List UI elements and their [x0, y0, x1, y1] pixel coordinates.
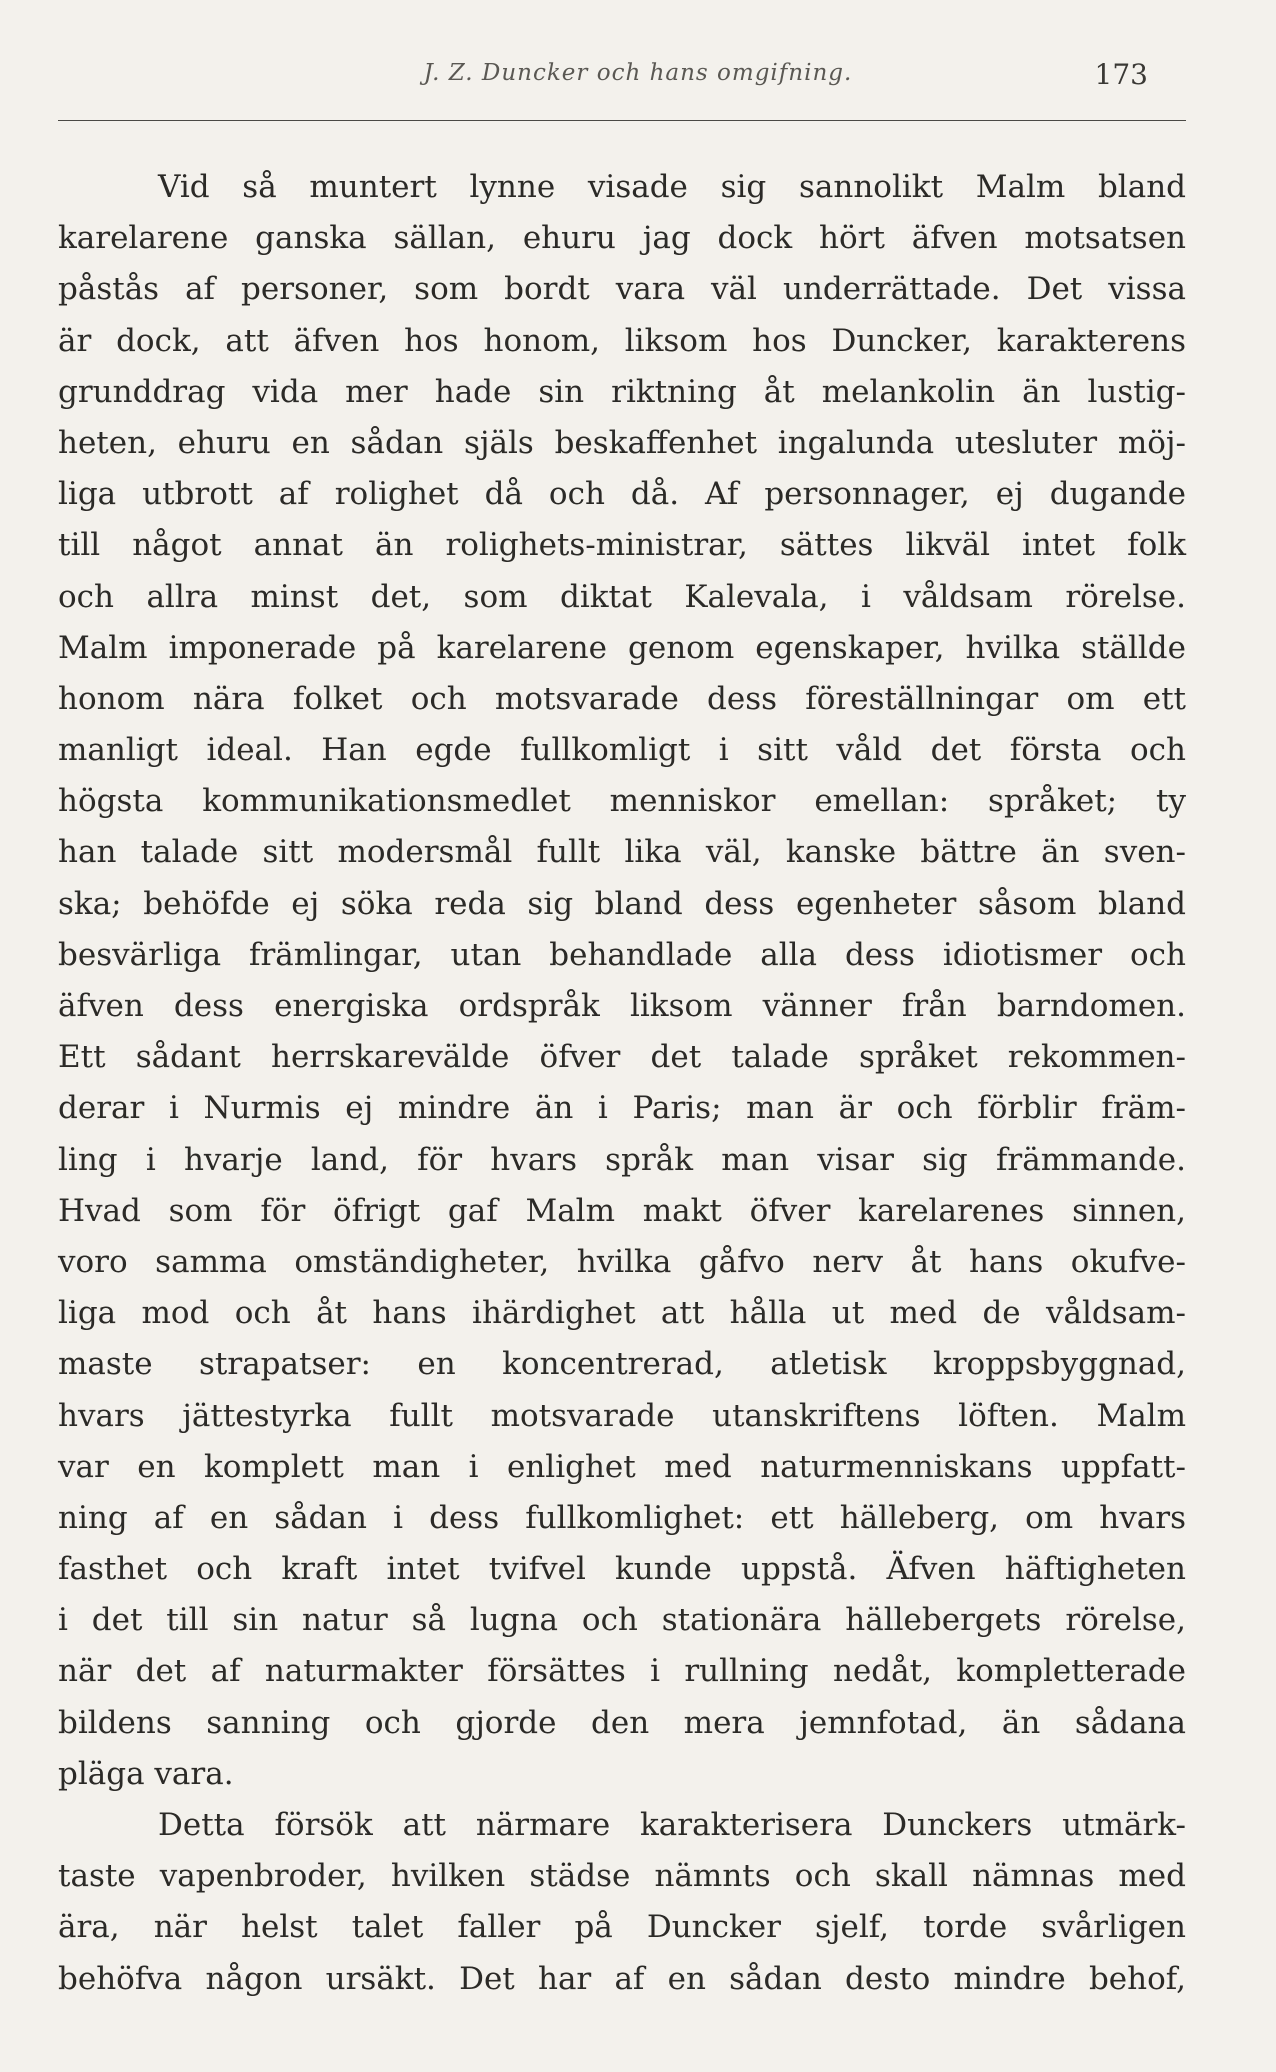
- paragraph: [58, 1800, 1186, 2005]
- text-line: Detta försök att närmare karakterisera Dunckers utmärk-: [158, 1807, 1186, 1843]
- header-rule: [58, 120, 1186, 121]
- text-line: ling i hvarje land, för hvars språk man visar sig främmande.: [58, 1141, 1186, 1178]
- text-line: grunddrag vida mer hade sin riktning åt melankolin än lustig-: [58, 373, 1186, 410]
- text-line: voro samma omständigheter, hvilka gåfvo nerv åt hans okufve-: [58, 1243, 1186, 1280]
- text-line: när det af naturmakter försättes i rullning nedåt, kompletterade: [58, 1653, 1186, 1690]
- body-text: [58, 162, 1186, 2005]
- text-line: till något annat än rolighets-ministrar, sättes likväl intet folk: [58, 527, 1186, 564]
- text-line: hvars jättestyrka fullt motsvarade utanskriftens löften. Malm: [58, 1397, 1186, 1434]
- text-line: ning af en sådan i dess fullkomlighet: ett hälleberg, om hvars: [58, 1499, 1186, 1536]
- text-line: och allra minst det, som diktat Kalevala, i våldsam rörelse.: [58, 578, 1186, 615]
- text-line: Hvad som för öfrigt gaf Malm makt öfver karelarenes sinnen,: [58, 1192, 1186, 1229]
- running-head: [0, 58, 1276, 98]
- text-line: i det till sin natur så lugna och stationära hällebergets rörelse,: [58, 1602, 1186, 1639]
- text-line: ära, när helst talet faller på Duncker sjelf, torde svårligen: [58, 1909, 1186, 1946]
- text-line: derar i Nurmis ej mindre än i Paris; man är och förblir främ-: [58, 1090, 1186, 1127]
- text-line: fasthet och kraft intet tvifvel kunde uppstå. Äfven häftigheten: [58, 1551, 1186, 1588]
- text-line: liga utbrott af rolighet då och då. Af personnager, ej dugande: [58, 476, 1186, 513]
- text-line: pläga vara.: [58, 1755, 234, 1792]
- text-line: är dock, att äfven hos honom, liksom hos Duncker, karakterens: [58, 322, 1186, 359]
- text-line: bildens sanning och gjorde den mera jemnfotad, än sådana: [58, 1704, 1186, 1741]
- text-line: maste strapatser: en koncentrerad, atletisk kroppsbyggnad,: [58, 1346, 1186, 1383]
- text-line: honom nära folket och motsvarade dess föreställningar om ett: [58, 680, 1186, 717]
- text-line: liga mod och åt hans ihärdighet att hålla ut med de våldsam-: [58, 1295, 1186, 1332]
- text-line: äfven dess energiska ordspråk liksom vänner från barndomen.: [58, 988, 1186, 1024]
- running-title: J. Z. Duncker och hans omgifning.: [423, 60, 853, 86]
- text-line: han talade sitt modersmål fullt lika väl, kanske bättre än sven-: [58, 834, 1186, 871]
- text-line: Ett sådant herrskarevälde öfver det talade språket rekommen-: [58, 1039, 1186, 1076]
- text-line: manligt ideal. Han egde fullkomligt i sitt våld det första och: [58, 732, 1186, 769]
- text-line: påstås af personer, som bordt vara väl underrättade. Det vissa: [58, 271, 1186, 308]
- text-line: behöfva någon ursäkt. Det har af en sådan desto mindre behof,: [58, 1960, 1186, 1997]
- text-line: var en komplett man i enlighet med naturmenniskans uppfatt-: [58, 1448, 1186, 1485]
- page-number: 173: [1094, 58, 1148, 91]
- text-line: högsta kommunikationsmedlet menniskor emellan: språket; ty: [58, 783, 1186, 820]
- text-line: ska; behöfde ej söka reda sig bland dess egenheter såsom bland: [58, 885, 1186, 922]
- paragraph: [58, 162, 1186, 1800]
- text-line: Malm imponerade på karelarene genom egenskaper, hvilka ställde: [58, 629, 1186, 666]
- text-line: heten, ehuru en sådan själs beskaffenhet ingalunda utesluter möj-: [58, 424, 1186, 461]
- text-line: besvärliga främlingar, utan behandlade alla dess idiotismer och: [58, 936, 1186, 973]
- text-line: karelarene ganska sällan, ehuru jag dock hört äfven motsatsen: [58, 220, 1186, 257]
- text-line: taste vapenbroder, hvilken städse nämnts och skall nämnas med: [58, 1858, 1186, 1895]
- text-line: Vid så muntert lynne visade sig sannolikt Malm bland: [158, 169, 1186, 205]
